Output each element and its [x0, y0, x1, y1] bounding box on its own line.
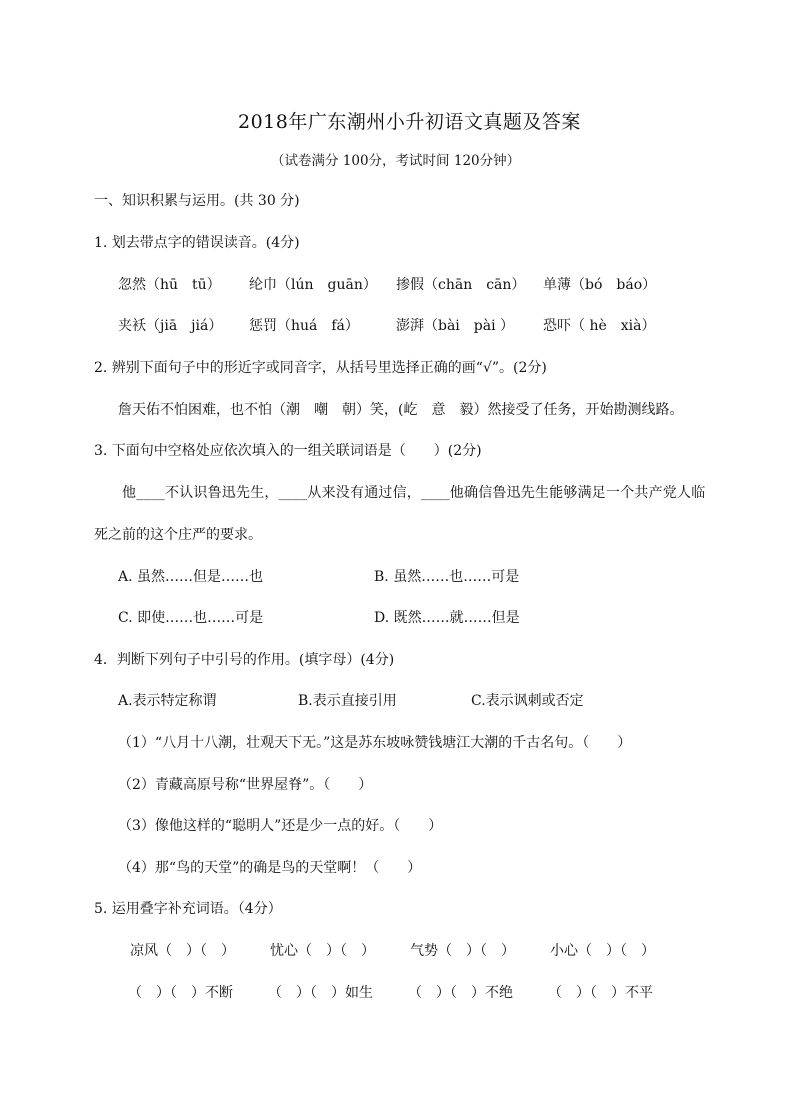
section-heading: 一、知识积累与运用。(共 30 分) — [94, 193, 300, 209]
q1-item: 恐吓（ hè xià） — [543, 318, 656, 334]
q1-item: 夹袄（jiā jiá） — [118, 318, 223, 334]
q5-blank-item: （ ）（ ）不断 — [128, 985, 233, 1001]
q4-option-c: C.表示讽刺或否定 — [471, 693, 584, 709]
q5-blank-item: （ ）（ ）不绝 — [408, 985, 513, 1001]
q4-sentence: （2）青藏高原号称“世界屋脊”。（ ） — [118, 777, 373, 793]
q5-stem: 5. 运用叠字补充词语。（4分） — [94, 901, 282, 917]
q4-option-b: B.表示直接引用 — [298, 693, 397, 709]
q5-blank-item: 小心（ ）（ ） — [550, 943, 655, 959]
page-title: 2018年广东潮州小升初语文真题及答案 — [238, 111, 581, 133]
q1-item: 掺假（chān cān） — [396, 277, 526, 293]
q4-option-a: A.表示特定称谓 — [118, 693, 217, 709]
q3-option-b: B. 虽然……也……可是 — [374, 569, 520, 585]
q5-blank-item: 气势（ ）（ ） — [410, 943, 515, 959]
q5-blank-item: （ ）（ ）不平 — [548, 985, 653, 1001]
q3-option-d: D. 既然……就……但是 — [374, 610, 520, 626]
q3-option-c: C. 即使……也……可是 — [118, 610, 264, 626]
q3-passage-line: 死之前的这个庄严的要求。 — [94, 527, 262, 543]
q5-blank-item: （ ）（ ）如生 — [268, 985, 373, 1001]
q3-stem: 3. 下面句中空格处应依次填入的一组关联词语是（ ）(2分) — [94, 443, 482, 459]
q5-blank-item: 凉风（ ）（ ） — [130, 943, 235, 959]
q4-stem: 4．判断下列句子中引号的作用。(填字母）(4分) — [94, 652, 395, 668]
q1-item: 纶巾（lún guān） — [249, 277, 377, 293]
q1-item: 澎湃（bài pài ） — [396, 318, 515, 334]
q3-option-a: A. 虽然……但是……也 — [118, 569, 264, 585]
q2-stem: 2. 辨别下面句子中的形近字或同音字，从括号里选择正确的画“√”。(2分) — [94, 360, 547, 376]
q3-passage-line: 他____不认识鲁迅先生，____从来没有通过信，____他确信鲁迅先生能够满足一个共产党人临 — [122, 485, 706, 501]
q1-item: 单薄（bó báo） — [543, 277, 657, 293]
q1-item: 忽然（hū tū） — [118, 277, 221, 293]
q1-item: 惩罚（huá fá） — [249, 318, 359, 334]
q5-blank-item: 忧心（ ）（ ） — [270, 943, 375, 959]
q2-sentence: 詹天佑不怕困难，也不怕（潮 嘲 朝）笑，(屹 意 毅）然接受了任务，开始勘测线路。 — [118, 402, 684, 418]
q4-sentence: （1）“八月十八潮，壮观天下无。”这是苏东坡咏赞钱塘江大潮的千古名句。（ ） — [118, 735, 632, 751]
q1-stem: 1. 划去带点字的错误读音。(4分) — [94, 235, 300, 251]
exam-subtitle: （试卷满分 100分，考试时间 120分钟） — [271, 153, 521, 169]
q4-sentence: （3）像他这样的“聪明人”还是少一点的好。（ ） — [118, 818, 443, 834]
q4-sentence: （4）那“鸟的天堂”的确是鸟的天堂啊！（ ） — [118, 860, 422, 876]
